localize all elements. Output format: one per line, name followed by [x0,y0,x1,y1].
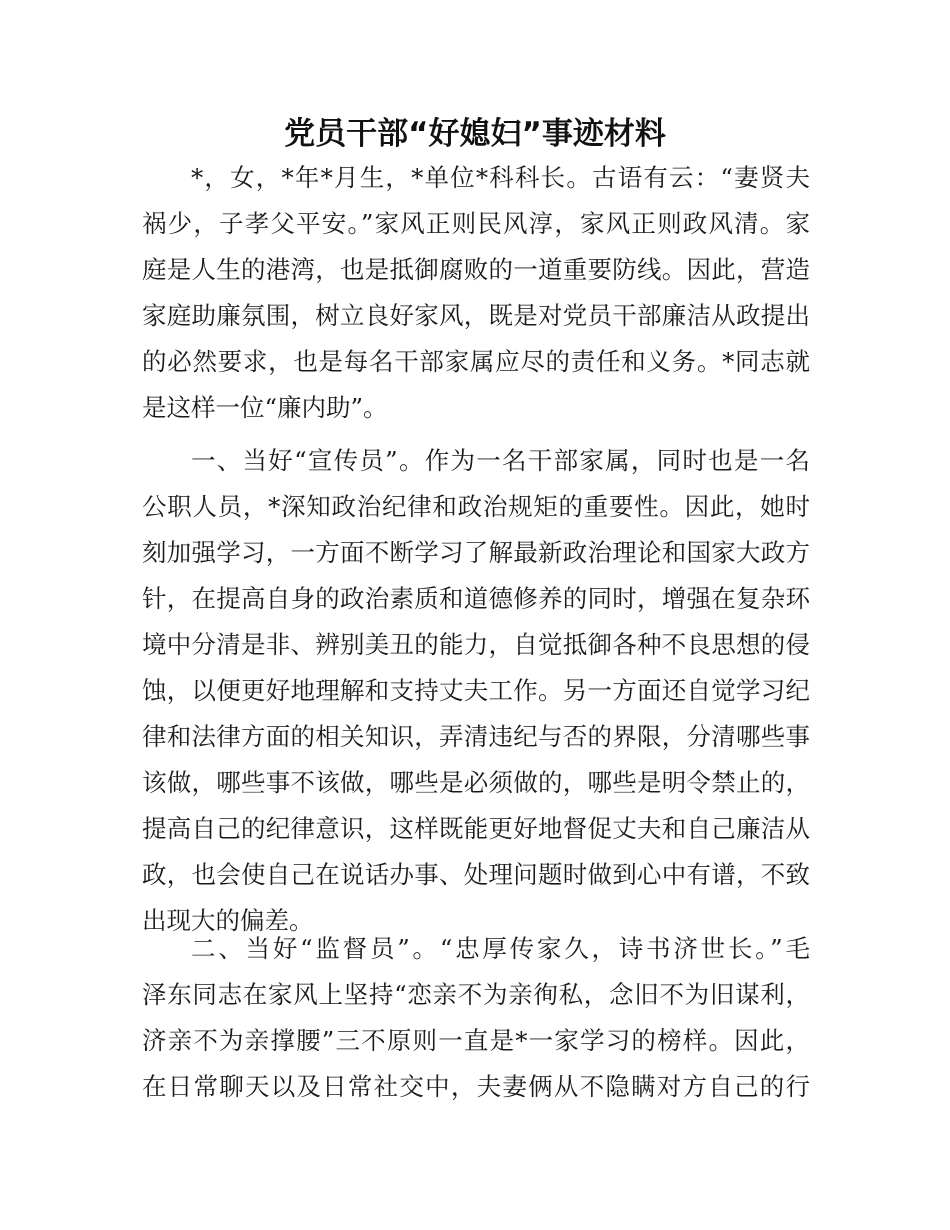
paragraph-line: 针，在提高自身的政治素质和道德修养的同时，增强在复杂环 [142,584,810,613]
paragraph-line: 该做，哪些事不该做，哪些是必须做的，哪些是明令禁止的， [142,768,810,797]
paragraph-2 [142,438,810,944]
paragraph-line: 提高自己的纪律意识，这样既能更好地督促丈夫和自己廉洁从 [142,814,810,843]
paragraph-line: 蚀，以便更好地理解和支持丈夫工作。另一方面还自觉学习纪 [142,676,810,705]
paragraph-line: 一、当好“宣传员”。作为一名干部家属，同时也是一名 [191,446,810,475]
document-title: 党员干部“好媳妇”事迹材料 [284,116,666,152]
paragraph-line: 的必然要求，也是每名干部家属应尽的责任和义务。*同志就 [142,347,810,376]
paragraph-1 [142,155,810,431]
paragraph-line: 出现大的偏差。 [142,906,314,935]
paragraph-line: 境中分清是非、辨别美丑的能力，自觉抵御各种不良思想的侵 [142,630,810,659]
paragraph-line: 泽东同志在家风上坚持“恋亲不为亲徇私，念旧不为旧谋利， [142,980,810,1009]
paragraph-line: 政，也会使自己在说话办事、处理问题时做到心中有谱，不致 [142,860,810,889]
paragraph-line: 律和法律方面的相关知识，弄清违纪与否的界限，分清哪些事 [142,722,810,751]
paragraph-line: 庭是人生的港湾，也是抵御腐败的一道重要防线。因此，营造 [142,255,810,284]
paragraph-line: 是这样一位“廉内助”。 [142,393,388,422]
paragraph-line: *，女，*年*月生，*单位*科科长。古语有云：“妻贤夫 [191,163,810,192]
paragraph-line: 家庭助廉氛围，树立良好家风，既是对党员干部廉洁从政提出 [142,301,810,330]
paragraph-line: 济亲不为亲撑腰”三不原则一直是*一家学习的榜样。因此， [142,1026,810,1055]
paragraph-line: 公职人员，*深知政治纪律和政治规矩的重要性。因此，她时 [142,492,810,521]
paragraph-line: 在日常聊天以及日常社交中，夫妻俩从不隐瞒对方自己的行 [142,1072,810,1101]
paragraph-line: 祸少，子孝父平安。”家风正则民风淳，家风正则政风清。家 [142,209,810,238]
paragraph-line: 刻加强学习，一方面不断学习了解最新政治理论和国家大政方 [142,538,810,567]
paragraph-3 [142,926,810,1110]
paragraph-line: 二、当好“监督员”。“忠厚传家久，诗书济世长。”毛 [191,934,810,963]
